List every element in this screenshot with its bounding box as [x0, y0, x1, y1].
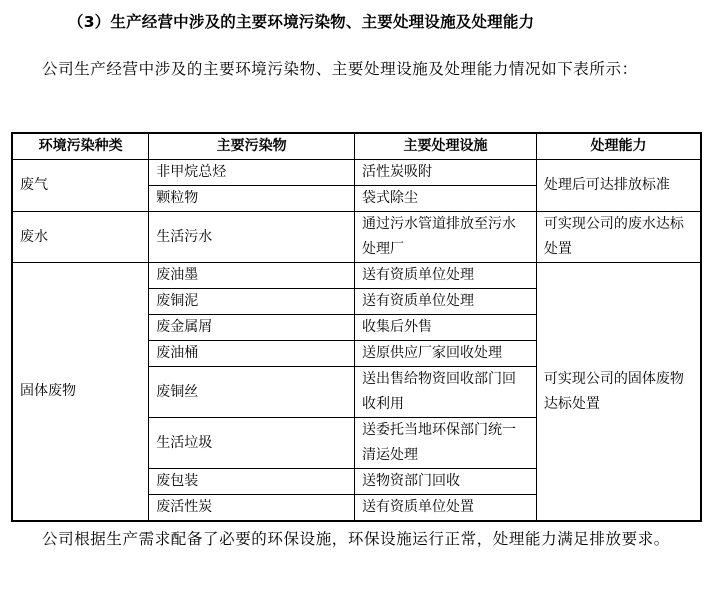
pollutant-cell: 废油墨: [149, 263, 355, 289]
facility-cell: 送有资质单位处置: [355, 495, 537, 522]
capacity-cell: 处理后可达排放标准: [536, 160, 701, 212]
pollutant-cell: 废金属屑: [149, 315, 355, 341]
facility-cell: 送物资部门回收: [355, 469, 537, 495]
pollutant-cell: 非甲烷总烃: [149, 160, 355, 186]
col-header-capacity: 处理能力: [536, 133, 701, 160]
pollutant-cell: 废油桶: [149, 341, 355, 367]
facility-cell: 活性炭吸附: [355, 160, 537, 186]
pollutant-cell: 颗粒物: [149, 186, 355, 212]
table-row: [12, 160, 701, 186]
facility-cell: 送原供应厂家回收处理: [355, 341, 537, 367]
pollutant-cell: 生活垃圾: [149, 418, 355, 469]
col-header-category: 环境污染种类: [12, 133, 149, 160]
facility-cell: 收集后外售: [355, 315, 537, 341]
pollutant-cell: 生活污水: [149, 212, 355, 263]
facility-cell: 送有资质单位处理: [355, 263, 537, 289]
capacity-cell: 可实现公司的废水达标处置: [536, 212, 701, 263]
closing-paragraph: [11, 521, 701, 557]
pollutant-cell: 废活性炭: [149, 495, 355, 522]
pollutant-cell: 废铜丝: [149, 367, 355, 418]
section-heading: （3）生产经营中涉及的主要环境污染物、主要处理设施及处理能力: [68, 13, 535, 31]
intro-paragraph: [11, 51, 701, 87]
table-row: [12, 212, 701, 263]
pollutant-cell: 废包装: [149, 469, 355, 495]
pollutant-cell: 废铜泥: [149, 289, 355, 315]
table-header-row: [12, 133, 701, 160]
table-row: [12, 263, 701, 289]
facility-cell: 通过污水管道排放至污水处理厂: [355, 212, 537, 263]
intro-text: 公司生产经营中涉及的主要环境污染物、主要处理设施及处理能力情况如下表所示：: [42, 60, 638, 78]
category-cell: 废水: [12, 212, 149, 263]
facility-cell: 送委托当地环保部门统一清运处理: [355, 418, 537, 469]
facility-cell: 送有资质单位处理: [355, 289, 537, 315]
outro-text: 公司根据生产需求配备了必要的环保设施，环保设施运行正常，处理能力满足排放要求。: [42, 530, 670, 548]
category-cell: 固体废物: [12, 263, 149, 522]
pollutant-table: [11, 132, 702, 522]
col-header-facility: 主要处理设施: [355, 133, 537, 160]
facility-cell: 送出售给物资回收部门回收利用: [355, 367, 537, 418]
capacity-cell: 可实现公司的固体废物达标处置: [536, 263, 701, 522]
category-cell: 废气: [12, 160, 149, 212]
col-header-pollutant: 主要污染物: [149, 133, 355, 160]
facility-cell: 袋式除尘: [355, 186, 537, 212]
